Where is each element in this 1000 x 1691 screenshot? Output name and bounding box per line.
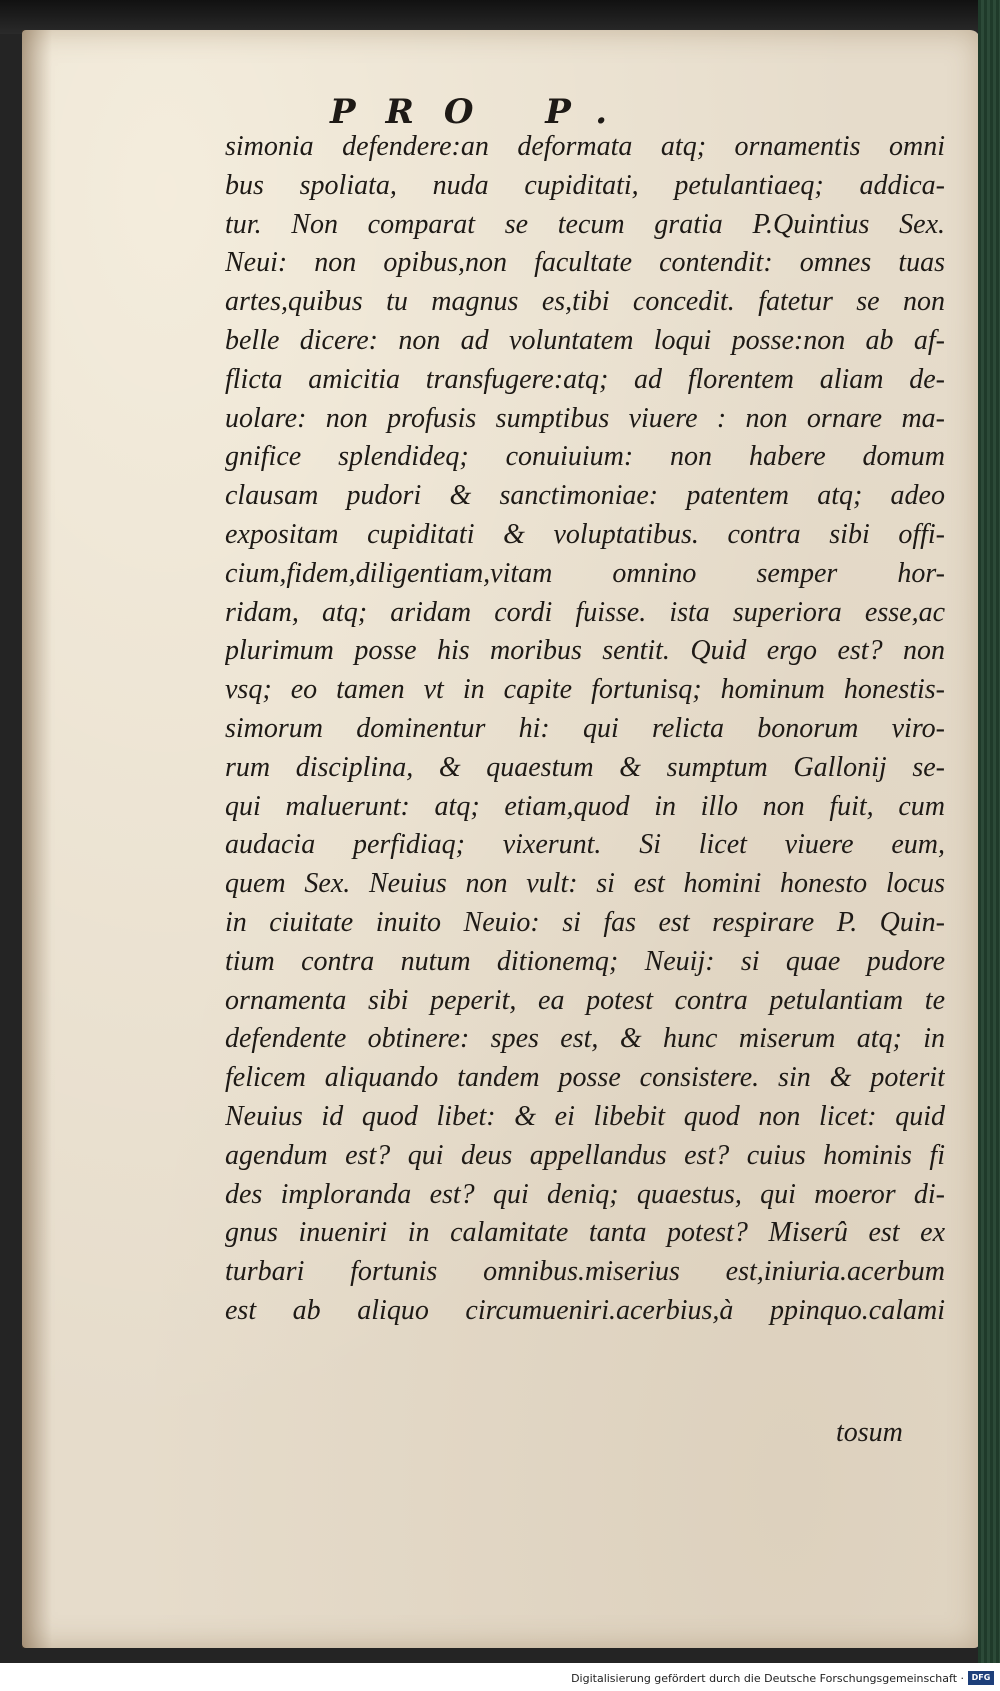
text-line: felicem aliquando tandem posse consistere. sin & poterit <box>225 1062 945 1094</box>
text-line: expositam cupiditati & voluptatibus. contra sibi offi- <box>225 518 945 550</box>
text-line: clausam pudori & sanctimoniae: patentem atq; adeo <box>225 480 945 512</box>
text-line: uolare: non profusis sumptibus viuere : non ornare ma- <box>225 402 945 434</box>
text-line: defendente obtinere: spes est, & hunc miserum atq; in <box>225 1023 945 1055</box>
text-line: qui maluerunt: atq; etiam,quod in illo non fuit, cum <box>225 790 945 822</box>
text-line: tium contra nutum ditionemq; Neuij: si quae pudore <box>225 945 945 977</box>
text-line: ridam, atq; aridam cordi fuisse. ista superiora esse,ac <box>225 596 945 628</box>
catchword: tosum <box>836 1417 903 1448</box>
text-line: agendum est? qui deus appellandus est? cuius hominis fi <box>225 1139 945 1171</box>
text-line: in ciuitate inuito Neuio: si fas est respirare P. Quin- <box>225 906 945 938</box>
text-line: audacia perfidiaq; vixerunt. Si licet viuere eum, <box>225 829 945 861</box>
text-line: turbari fortunis omnibus.miserius est,iniuria.acerbum <box>225 1256 945 1288</box>
body-text <box>225 128 945 1331</box>
text-line: tur. Non comparat se tecum gratia P.Quintius Sex. <box>225 208 945 240</box>
text-line: rum disciplina, & quaestum & sumptum Gallonij se- <box>225 751 945 783</box>
text-line: simonia defendere:an deformata atq; ornamentis omni <box>225 131 945 162</box>
text-line: simorum dominentur hi: qui relicta bonorum viro- <box>225 712 945 744</box>
dfg-logo-icon: DFG <box>968 1671 994 1685</box>
book-cover-edge <box>978 0 1000 1691</box>
page-gutter <box>22 30 52 1648</box>
text-line: artes,quibus tu magnus es,tibi concedit. fatetur se non <box>225 286 945 318</box>
text-line: quem Sex. Neuius non vult: si est homini honesto locus <box>225 868 945 900</box>
text-line: Neui: non opibus,non facultate contendit: omnes tuas <box>225 247 945 279</box>
text-line: des imploranda est? qui deniq; quaestus, qui moeror di- <box>225 1178 945 1210</box>
text-line: flicta amicitia transfugere:atq; ad florentem aliam de- <box>225 363 945 395</box>
text-line: belle dicere: non ad voluntatem loqui posse:non ab af- <box>225 324 945 356</box>
running-head: PRO P. <box>330 92 638 132</box>
text-line: gnifice splendideq; conuiuium: non habere domum <box>225 441 945 473</box>
text-line: vsq; eo tamen vt in capite fortunisq; hominum honestis- <box>225 674 945 706</box>
text-line: gnus inueniri in calamitate tanta potest? Miserû est ex <box>225 1217 945 1249</box>
funding-credit: Digitalisierung gefördert durch die Deutsche Forschungsgemeinschaft · <box>571 1672 964 1685</box>
text-line: plurimum posse his moribus sentit. Quid ergo est? non <box>225 635 945 667</box>
text-line: ornamenta sibi peperit, ea potest contra petulantiam te <box>225 984 945 1016</box>
text-line: est ab aliquo circumueniri.acerbius,à ppinquo.calami <box>225 1294 945 1326</box>
text-line: Neuius id quod libet: & ei libebit quod non licet: quid <box>225 1100 945 1132</box>
footer-bar <box>0 1663 1000 1691</box>
text-line: bus spoliata, nuda cupiditati, petulantiaeq; addica- <box>225 169 945 201</box>
text-line: cium,fidem,diligentiam,vitam omnino semper hor- <box>225 557 945 589</box>
top-edge <box>0 0 1000 34</box>
